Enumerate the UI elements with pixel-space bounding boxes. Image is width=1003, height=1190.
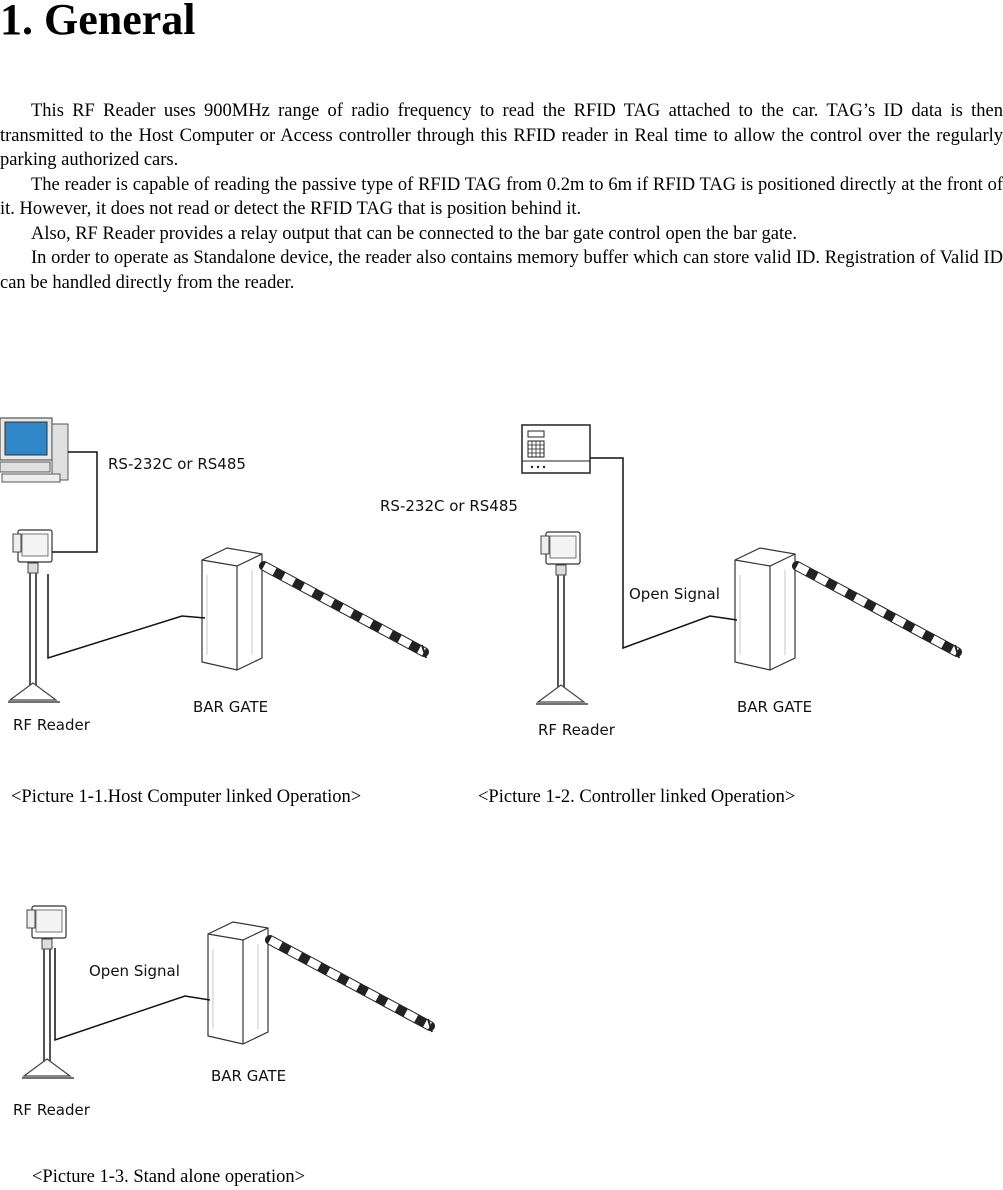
gate-label: BAR GATE xyxy=(737,698,813,716)
caption-picture-1-2: <Picture 1-2. Controller linked Operation> xyxy=(478,787,796,807)
computer-icon xyxy=(0,418,68,482)
paragraph-4: In order to operate as Standalone device, the reader also contains memory buffer which can store valid ID. Registration of Valid ID can be handled directly from the reader. xyxy=(0,248,1003,293)
figure-standalone xyxy=(13,906,432,1119)
paragraph-3: Also, RF Reader provides a relay output that can be connected to the bar gate control open the bar gate. xyxy=(31,223,797,244)
section-heading: 1. General xyxy=(0,0,196,44)
link-label: RS-232C or RS485 xyxy=(108,455,246,473)
controller-icon xyxy=(522,425,590,473)
bar-gate-icon xyxy=(208,922,432,1044)
controller-link-line xyxy=(590,458,737,648)
gate-label: BAR GATE xyxy=(211,1067,287,1085)
reader-label: RF Reader xyxy=(13,1101,90,1119)
gate-label: BAR GATE xyxy=(193,698,269,716)
paragraph-2: The reader is capable of reading the passive type of RFID TAG from 0.2m to 6m if RFID TAG is positioned directly at the front of it. However, it does not read or detect the RFID TAG that is position behind it. xyxy=(0,174,1003,219)
figure-host-computer xyxy=(0,418,426,734)
caption-picture-1-3: <Picture 1-3. Stand alone operation> xyxy=(32,1167,306,1187)
reader-label: RF Reader xyxy=(13,716,90,734)
caption-picture-1-1: <Picture 1-1.Host Computer linked Operation> xyxy=(11,787,362,807)
figure-controller xyxy=(380,425,959,739)
rf-reader-icon xyxy=(8,530,60,702)
signal-label: Open Signal xyxy=(89,962,180,980)
rf-reader-icon xyxy=(536,532,588,704)
bar-gate-icon xyxy=(735,548,959,670)
gate-link-line xyxy=(48,574,205,658)
paragraph-1: This RF Reader uses 900MHz range of radio frequency to read the RFID TAG attached to the car. TAG’s ID data is then transmitted to the Host Computer or Access controller through this RFID reader in Real time to allow the control over the regularly parking authorized cars. xyxy=(0,101,1003,170)
rf-reader-icon xyxy=(22,906,74,1078)
signal-label: Open Signal xyxy=(629,585,720,603)
bar-gate-icon xyxy=(202,548,426,670)
link-label: RS-232C or RS485 xyxy=(380,497,518,515)
reader-label: RF Reader xyxy=(538,721,615,739)
